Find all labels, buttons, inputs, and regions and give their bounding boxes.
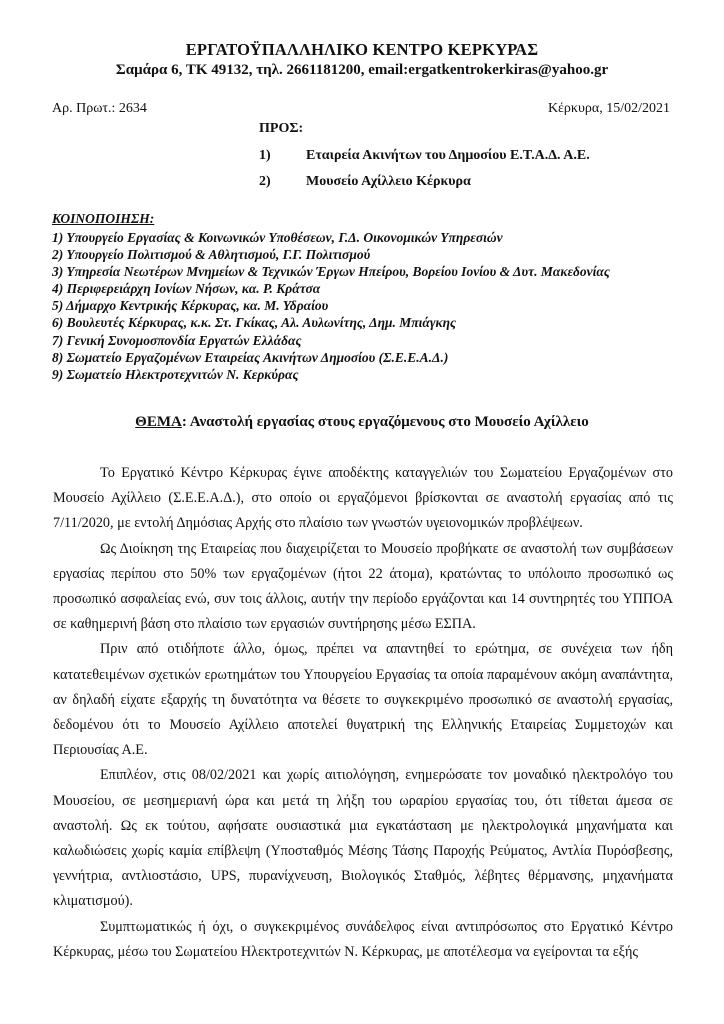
body-paragraph: Πριν από οτιδήποτε άλλο, όμως, πρέπει να απαντηθεί το ερώτημα, σε συνέχεια των ήδη κατατεθειμένων σχετικών ερωτημάτων του Υπουργείου Εργασίας τα οποία παραμένουν ακόμη αναπάντητα, αν δηλαδή είχατε εξαρχής τη δυνατότητα να θέσετε το συγκεκριμένο προσωπικό σε αναστολή εργασίας, δεδομένου ότι το Μουσείο Αχίλλειο αποτελεί θυγατρική της Ελληνικής Εταιρείας Συμμετοχών και Περιουσίας Α.Ε. — [53, 641, 673, 759]
recipient-item — [259, 174, 471, 190]
cc-item: 6) Βουλευτές Κέρκυρας, κ.κ. Στ. Γκίκας, Αλ. Αυλωνίτης, Δημ. Μπιάγκης — [52, 315, 457, 331]
cc-item: 1) Υπουργείο Εργασίας & Κοινωνικών Υποθέσεων, Γ.Δ. Οικονομικών Υπηρεσιών — [52, 230, 503, 245]
recipient-number: 2) — [259, 174, 271, 189]
cc-item: 9) Σωματείο Ηλεκτροτεχνιτών Ν. Κερκύρας — [52, 366, 299, 382]
place-date: Κέρκυρα, 15/02/2021 — [547, 101, 670, 116]
body-paragraph: Συμπτωματικώς ή όχι, ο συγκεκριμένος συνάδελφος είναι αντιπρόσωπος στο Εργατικό Κέντρο Κέρκυρας, μέσω του Σωματείου Ηλεκτροτεχνιτών Ν. Κέρκυρας, με αποτέλεσμα να εγείρονται τα εξής — [53, 918, 673, 960]
protocol-number: Αρ. Πρωτ.: 2634 — [52, 101, 147, 116]
cc-list — [52, 229, 610, 383]
cc-item: 2) Υπουργείο Πολιτισμού & Αθλητισμού, Γ.Γ. Πολιτισμού — [52, 247, 371, 263]
body-paragraph: Επιπλέον, στις 08/02/2021 και χωρίς αιτιολόγηση, ενημερώσατε τον μοναδικό ηλεκτρολόγο του Μουσείου, σε μεσημεριανή ώρα και μετά τη λήξη του ωραρίου εργασίας του, ότι τίθεται άμεσα σε αναστολή. Ως εκ τούτου, αφήσατε ουσιαστικά μια εγκατάσταση με ηλεκτρολογικά μηχανήματα και καλωδιώσεις χωρίς καμία επίβλεψη (Υποσταθμός Μέσης Τάσης Παροχής Ρεύματος, Αντλία Πυρόσβεσης, γεννήτρια, αντλιοστάσιο, UPS, πυρανίχνευση, Βιολογικός Σταθμός, λέβητες θέρμανσης, μηχανήματα κλιματισμού). — [53, 767, 673, 910]
cc-heading: ΚΟΙΝΟΠΟΙΗΣΗ: — [52, 211, 155, 226]
body-paragraph: Το Εργατικό Κέντρο Κέρκυρας έγινε αποδέκτης καταγγελιών του Σωματείου Εργαζομένων στο Μουσείο Αχίλλειο (Σ.Ε.Ε.Α.Δ.), στο οποίο οι εργαζόμενοι βρίσκονται σε αναστολή εργασίας από τις 7/11/2020, με εντολή Δημόσιας Αρχής στο πλαίσιο των γνωστών υγειονομικών προβλέψεων. — [53, 465, 673, 532]
subject-text: : Αναστολή εργασίας στους εργαζόμενους στο Μουσείο Αχίλλειο — [181, 414, 589, 430]
recipient-number: 1) — [259, 148, 271, 163]
recipient-item — [259, 148, 590, 164]
recipient-name: Εταιρεία Ακινήτων του Δημοσίου Ε.Τ.Α.Δ. Α.Ε. — [306, 148, 590, 163]
cc-item: 3) Υπηρεσία Νεωτέρων Μνημείων & Τεχνικών Έργων Ηπείρου, Βορείου Ιονίου & Δυτ. Μακεδονίας — [52, 264, 610, 280]
organization-name: ΕΡΓΑΤΟΫΠΑΛΛΗΛΙΚΟ ΚΕΝΤΡΟ ΚΕΡΚΥΡΑΣ — [185, 40, 539, 59]
body-paragraph: Ως Διοίκηση της Εταιρείας που διαχειρίζεται το Μουσείο προβήκατε σε αναστολή των συμβάσεων εργασίας περίπου στο 50% των εργαζομένων (ήτοι 22 άτομα), κρατώντας το υπόλοιπο προσωπικό ως προσωπικό ασφαλείας ενώ, συν τοις άλλοις, αυτήν την περίοδο εργάζονται και 14 συντηρητές του ΥΠΠΟΑ σε καθημερινή βάση στο πλαίσιο των εργασιών συντήρησης μέσω ΕΣΠΑ. — [53, 540, 673, 633]
subject-line — [0, 414, 724, 431]
organization-address: Σαμάρα 6, ΤΚ 49132, τηλ. 2661181200, email:ergatkentrokerkiras@yahoo.gr — [115, 62, 609, 78]
cc-item: 5) Δήμαρχο Κεντρικής Κέρκυρας, κα. Μ. Υδραίου — [52, 298, 329, 314]
cc-item: 7) Γενική Συνομοσπονδία Εργατών Ελλάδας — [52, 332, 302, 348]
letter-body — [53, 461, 673, 965]
cc-item: 4) Περιφερειάρχη Ιονίων Νήσων, κα. Ρ. Κράτσα — [52, 281, 321, 297]
cc-item: 8) Σωματείο Εργαζομένων Εταιρείας Ακινήτων Δημοσίου (Σ.Ε.Ε.Α.Δ.) — [52, 349, 449, 365]
recipients-label: ΠΡΟΣ: — [259, 121, 304, 136]
subject-label: ΘΕΜΑ — [135, 414, 182, 430]
recipient-name: Μουσείο Αχίλλειο Κέρκυρα — [306, 174, 471, 189]
